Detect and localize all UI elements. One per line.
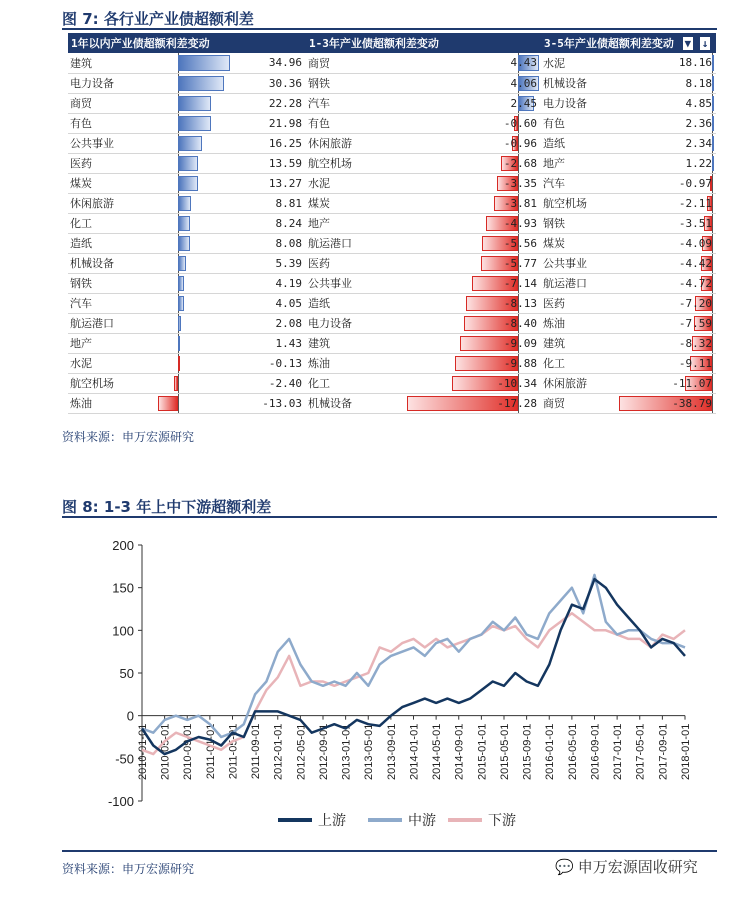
spread-cell <box>406 213 541 233</box>
industry-name: 航运港口 <box>68 313 146 333</box>
spread-cell <box>146 293 306 313</box>
industry-name: 休闲旅游 <box>68 193 146 213</box>
spread-value: -8.13 <box>503 296 537 310</box>
spread-cell <box>406 193 541 213</box>
industry-name: 有色 <box>68 113 146 133</box>
spread-bar <box>158 396 178 411</box>
spread-value: -2.11 <box>678 196 712 210</box>
spread-value: -10.34 <box>497 376 537 390</box>
table-row <box>68 233 716 253</box>
spread-value: -4.72 <box>678 276 712 290</box>
spread-bar <box>174 376 178 391</box>
x-tick-label: 2016-01-01 <box>544 723 557 780</box>
table-row <box>68 213 716 233</box>
spread-value: -2.40 <box>268 376 302 390</box>
spread-cell <box>406 313 541 333</box>
spread-value: 8.81 <box>275 196 302 210</box>
wechat-icon: 💬 <box>555 857 574 876</box>
spread-cell <box>616 233 716 253</box>
spread-cell <box>146 333 306 353</box>
spread-value: -0.60 <box>503 116 537 130</box>
table-row <box>68 253 716 273</box>
legend-upstream-swatch <box>278 818 312 822</box>
spread-bar <box>178 216 190 231</box>
x-tick-label: 2013-01-01 <box>340 723 353 780</box>
industry-name: 汽车 <box>68 293 146 313</box>
spread-value: 4.06 <box>510 76 537 90</box>
x-tick-label: 2017-05-01 <box>634 723 647 780</box>
spread-bar <box>178 76 224 91</box>
industry-name: 医药 <box>306 253 406 273</box>
spread-value: -4.93 <box>503 216 537 230</box>
spread-value: 34.96 <box>268 56 302 70</box>
spread-value: -13.03 <box>262 396 302 410</box>
x-tick-label: 2014-09-01 <box>453 723 466 780</box>
spread-value: -2.68 <box>503 156 537 170</box>
spread-bar <box>178 316 181 331</box>
spread-cell <box>146 353 306 373</box>
legend-upstream-label: 上游 <box>318 813 346 829</box>
spread-cell <box>406 233 541 253</box>
spread-bar <box>178 356 180 371</box>
industry-name: 有色 <box>306 113 406 133</box>
industry-name: 航空机场 <box>541 193 616 213</box>
x-tick-label: 2012-09-01 <box>318 723 330 780</box>
spread-cell <box>406 173 541 193</box>
spread-cell <box>406 93 541 113</box>
spread-value: -7.14 <box>503 276 537 290</box>
x-tick-label: 2015-01-01 <box>476 723 489 780</box>
industry-name: 医药 <box>68 153 146 173</box>
spread-bar <box>178 96 211 111</box>
table-row <box>68 133 716 153</box>
spread-value: 2.34 <box>685 136 712 150</box>
spread-cell <box>616 333 716 353</box>
spread-cell <box>406 253 541 273</box>
spread-cell <box>406 373 541 393</box>
industry-name: 化工 <box>306 373 406 393</box>
industry-name: 建筑 <box>306 333 406 353</box>
header-3-5y: 3-5年产业债超额利差变动 ▼ ↓ <box>541 33 716 53</box>
legend-midstream-swatch <box>368 818 402 822</box>
spread-value: 1.22 <box>685 156 712 170</box>
spread-value: -0.13 <box>268 356 302 370</box>
spread-cell <box>616 293 716 313</box>
fig8-title: 图 8: 1-3 年上中下游超额利差 <box>62 498 272 516</box>
industry-name: 电力设备 <box>68 73 146 93</box>
spread-cell <box>146 233 306 253</box>
x-tick-label: 2010-05-01 <box>159 723 172 780</box>
industry-name: 公共事业 <box>541 253 616 273</box>
spread-value: -0.96 <box>503 136 537 150</box>
spread-value: -11.07 <box>672 376 712 390</box>
spread-value: 22.28 <box>268 96 302 110</box>
table-row <box>68 193 716 213</box>
spread-cell <box>406 53 541 73</box>
industry-name: 航空机场 <box>306 153 406 173</box>
sort-icon[interactable]: ↓ <box>701 37 709 50</box>
spread-bar <box>178 176 198 191</box>
table-row <box>68 333 716 353</box>
x-tick-label: 2011-05-01 <box>227 723 240 780</box>
industry-name: 电力设备 <box>541 93 616 113</box>
industry-name: 炼油 <box>541 313 616 333</box>
spread-value: 18.16 <box>678 56 712 70</box>
legend-midstream-label: 中游 <box>408 813 436 829</box>
spread-cell <box>146 313 306 333</box>
fig8-title-rule <box>62 516 717 518</box>
spread-value: 8.18 <box>685 76 712 90</box>
industry-name: 汽车 <box>541 173 616 193</box>
spread-value: 8.24 <box>275 216 302 230</box>
industry-name: 地产 <box>68 333 146 353</box>
y-tick-label: -50 <box>115 751 134 767</box>
x-tick-label: 2015-09-01 <box>521 723 534 780</box>
industry-name: 化工 <box>541 353 616 373</box>
spread-bar <box>178 336 180 351</box>
table-row <box>68 373 716 393</box>
spread-value: 2.45 <box>510 96 537 110</box>
spread-value: 2.08 <box>275 316 302 330</box>
wechat-watermark <box>555 856 698 877</box>
spread-cell <box>406 293 541 313</box>
industry-spread-table <box>68 33 716 414</box>
spread-value: -38.79 <box>672 396 712 410</box>
spread-cell <box>616 193 716 213</box>
industry-name: 煤炭 <box>68 173 146 193</box>
fig7-title-rule <box>62 28 717 30</box>
fig8-bottom-rule <box>62 850 717 852</box>
header-1y: 1年以内产业债超额利差变动 <box>68 33 306 53</box>
spread-cell <box>616 393 716 413</box>
table-row <box>68 273 716 293</box>
y-tick-label: 50 <box>119 666 134 681</box>
x-tick-label: 2017-09-01 <box>657 723 670 780</box>
table-body <box>68 53 716 413</box>
spread-value: 4.19 <box>275 276 302 290</box>
spread-cell <box>616 173 716 193</box>
spread-value: -17.28 <box>497 396 537 410</box>
industry-name: 炼油 <box>306 353 406 373</box>
spread-value: 2.36 <box>685 116 712 130</box>
spread-cell <box>146 113 306 133</box>
spread-cell <box>146 273 306 293</box>
x-tick-label: 2015-05-01 <box>499 723 511 780</box>
spread-cell <box>146 213 306 233</box>
industry-name: 钢铁 <box>541 213 616 233</box>
table-row <box>68 53 716 73</box>
spread-bar <box>178 256 186 271</box>
spread-value: -5.56 <box>503 236 537 250</box>
spread-cell <box>616 153 716 173</box>
spread-cell <box>406 273 541 293</box>
industry-name: 休闲旅游 <box>541 373 616 393</box>
spread-bar <box>178 116 211 131</box>
spread-cell <box>146 53 306 73</box>
spread-value: -3.35 <box>503 176 537 190</box>
industry-name: 地产 <box>541 153 616 173</box>
industry-name: 商贸 <box>306 53 406 73</box>
industry-name: 汽车 <box>306 93 406 113</box>
spread-value: 4.43 <box>510 56 537 70</box>
spread-cell <box>146 173 306 193</box>
spread-cell <box>146 93 306 113</box>
x-tick-label: 2018-01-01 <box>680 723 692 780</box>
spread-cell <box>616 253 716 273</box>
industry-name: 航运港口 <box>306 233 406 253</box>
industry-name: 煤炭 <box>306 193 406 213</box>
fig8-source: 资料来源：申万宏源研究 <box>62 862 195 876</box>
industry-name: 建筑 <box>541 333 616 353</box>
industry-name: 水泥 <box>306 173 406 193</box>
spread-value: 13.59 <box>268 156 302 170</box>
spread-cell <box>146 253 306 273</box>
industry-name: 钢铁 <box>68 273 146 293</box>
spread-value: -9.09 <box>503 336 537 350</box>
industry-name: 公共事业 <box>68 133 146 153</box>
spread-value: 4.85 <box>685 96 712 110</box>
table-row <box>68 113 716 133</box>
table-row <box>68 293 716 313</box>
x-tick-label: 2017-01-01 <box>612 723 625 780</box>
industry-name: 有色 <box>541 113 616 133</box>
x-tick-label: 2013-09-01 <box>385 723 398 780</box>
spread-value: -3.51 <box>678 216 712 230</box>
spread-value: -0.97 <box>678 176 712 190</box>
industry-name: 造纸 <box>306 293 406 313</box>
legend-downstream-label: 下游 <box>488 813 516 829</box>
x-tick-label: 2011-09-01 <box>250 723 263 780</box>
line-chart <box>0 530 751 830</box>
table-row <box>68 73 716 93</box>
fig7-title: 图 7: 各行业产业债超额利差 <box>62 10 254 28</box>
spread-cell <box>616 313 716 333</box>
spread-value: -8.40 <box>503 316 537 330</box>
industry-name: 钢铁 <box>306 73 406 93</box>
table-row <box>68 393 716 413</box>
spread-cell <box>616 213 716 233</box>
spread-value: -9.11 <box>678 356 712 370</box>
legend-downstream-swatch <box>448 818 482 822</box>
spread-value: 1.43 <box>275 336 302 350</box>
spread-cell <box>406 153 541 173</box>
spread-cell <box>616 133 716 153</box>
spread-cell <box>616 373 716 393</box>
spread-value: 21.98 <box>268 116 302 130</box>
table-row <box>68 153 716 173</box>
spread-value: 5.39 <box>275 256 302 270</box>
spread-cell <box>406 333 541 353</box>
industry-name: 机械设备 <box>306 393 406 413</box>
x-tick-label: 2016-05-01 <box>566 723 579 780</box>
table-row <box>68 353 716 373</box>
filter-dropdown-icon[interactable]: ▼ <box>684 37 692 50</box>
spread-bar <box>178 156 198 171</box>
industry-name: 电力设备 <box>306 313 406 333</box>
spread-value: 13.27 <box>268 176 302 190</box>
industry-name: 水泥 <box>68 353 146 373</box>
spread-bar <box>178 55 230 71</box>
industry-name: 商贸 <box>68 93 146 113</box>
spread-cell <box>616 73 716 93</box>
spread-value: -3.81 <box>503 196 537 210</box>
spread-value: -5.77 <box>503 256 537 270</box>
x-tick-label: 2014-01-01 <box>408 723 421 780</box>
spread-value: 16.25 <box>268 136 302 150</box>
industry-name: 机械设备 <box>68 253 146 273</box>
spread-cell <box>406 133 541 153</box>
spread-cell <box>406 393 541 413</box>
y-tick-label: 0 <box>126 708 134 724</box>
industry-name: 公共事业 <box>306 273 406 293</box>
spread-cell <box>406 73 541 93</box>
spread-cell <box>406 113 541 133</box>
spread-bar <box>178 296 184 311</box>
x-tick-label: 2014-05-01 <box>431 723 444 780</box>
legend-downstream <box>448 810 516 830</box>
spread-value: -7.59 <box>678 316 712 330</box>
industry-name: 化工 <box>68 213 146 233</box>
industry-name: 医药 <box>541 293 616 313</box>
spread-cell <box>146 393 306 413</box>
spread-bar <box>178 196 191 211</box>
spread-value: -8.32 <box>678 336 712 350</box>
spread-cell <box>146 373 306 393</box>
spread-cell <box>146 153 306 173</box>
industry-name: 建筑 <box>68 53 146 73</box>
x-tick-label: 2012-05-01 <box>295 723 308 780</box>
y-tick-label: 150 <box>112 580 134 596</box>
spread-bar <box>178 236 190 251</box>
table-row <box>68 93 716 113</box>
spread-value: 4.05 <box>275 296 302 310</box>
spread-value: 30.36 <box>268 76 302 90</box>
x-tick-label: 2012-01-01 <box>272 723 285 780</box>
spread-cell <box>146 133 306 153</box>
bar-axis <box>178 374 179 393</box>
industry-name: 机械设备 <box>541 73 616 93</box>
x-tick-label: 2010-01-01 <box>137 723 149 780</box>
x-tick-label: 2013-05-01 <box>363 723 376 780</box>
spread-value: -4.42 <box>678 256 712 270</box>
x-tick-label: 2016-09-01 <box>589 723 602 780</box>
legend-midstream <box>368 810 436 830</box>
spread-cell <box>616 273 716 293</box>
series-line-midstream <box>142 575 685 737</box>
spread-cell <box>616 113 716 133</box>
industry-name: 航空机场 <box>68 373 146 393</box>
spread-value: -9.88 <box>503 356 537 370</box>
fig7-source: 资料来源：申万宏源研究 <box>62 430 195 444</box>
industry-name: 造纸 <box>541 133 616 153</box>
spread-cell <box>406 353 541 373</box>
spread-value: -4.09 <box>678 236 712 250</box>
industry-name: 炼油 <box>68 393 146 413</box>
table-row <box>68 313 716 333</box>
y-tick-label: 200 <box>112 538 134 553</box>
industry-name: 造纸 <box>68 233 146 253</box>
spread-value: -7.20 <box>678 296 712 310</box>
spread-bar <box>178 136 202 151</box>
x-tick-label: 2010-09-01 <box>182 723 195 780</box>
y-tick-label: -100 <box>107 794 134 809</box>
industry-name: 航运港口 <box>541 273 616 293</box>
legend-upstream <box>278 810 346 830</box>
industry-name: 休闲旅游 <box>306 133 406 153</box>
x-tick-label: 2011-01-01 <box>204 723 217 780</box>
industry-name: 地产 <box>306 213 406 233</box>
table-row <box>68 173 716 193</box>
industry-name: 煤炭 <box>541 233 616 253</box>
spread-bar <box>178 276 184 291</box>
watermark-text: 申万宏源固收研究 <box>577 858 698 876</box>
spread-cell <box>146 193 306 213</box>
header-1-3y: 1-3年产业债超额利差变动 <box>306 33 541 53</box>
industry-name: 商贸 <box>541 393 616 413</box>
y-tick-label: 100 <box>112 623 134 639</box>
spread-cell <box>146 73 306 93</box>
bar-axis <box>178 394 179 413</box>
spread-value: 8.08 <box>275 236 302 250</box>
spread-cell <box>616 353 716 373</box>
spread-cell <box>616 93 716 113</box>
industry-name: 水泥 <box>541 53 616 73</box>
spread-cell <box>616 53 716 73</box>
